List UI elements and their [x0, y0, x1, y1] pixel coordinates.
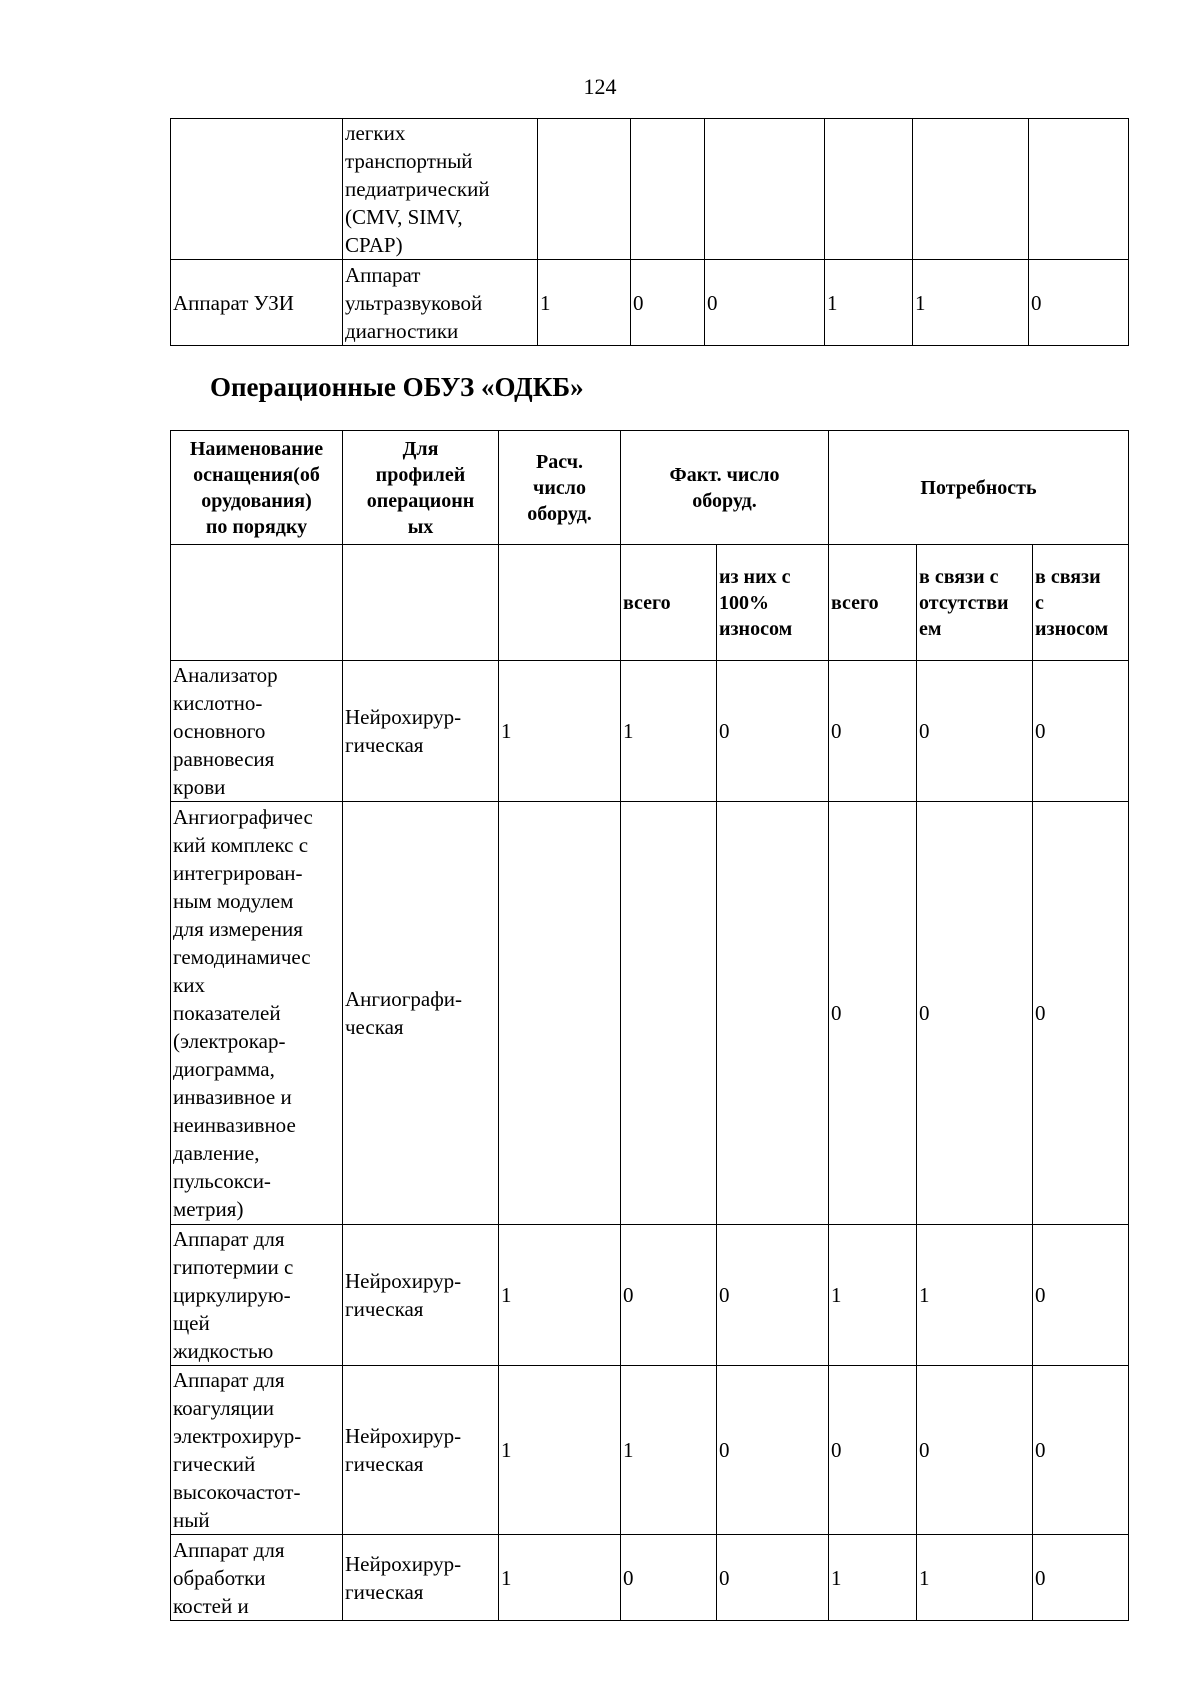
- table-row: [171, 1225, 1129, 1366]
- subheader-empty: [499, 545, 621, 661]
- profile-cell: Нейрохирур- гическая: [343, 1366, 499, 1535]
- header-equipment-name: Наименование оснащения(об орудования) по порядку: [171, 431, 343, 545]
- equipment-name-cell: Ангиографичес кий комплекс с интегрирован- ным модулем для измерения гемодинамичес ких показателей (электрокар- диограмма, инвазивное и неинвазивное давление, пульсокси- метрия): [171, 802, 343, 1225]
- calc-count-cell: 1: [538, 260, 631, 346]
- need-absent-cell: 0: [917, 802, 1033, 1225]
- need-total-cell: 1: [829, 1535, 917, 1621]
- subheader-empty: [171, 545, 343, 661]
- table-row: [171, 119, 1129, 260]
- fact-total-cell: 0: [621, 1535, 717, 1621]
- subheader-fact-worn: из них с 100% износом: [717, 545, 829, 661]
- need-worn-cell: 0: [1029, 260, 1129, 346]
- need-absent-cell: 0: [917, 661, 1033, 802]
- header-fact-count: Факт. число оборуд.: [621, 431, 829, 545]
- equipment-name-cell: Анализатор кислотно- основного равновесия крови: [171, 661, 343, 802]
- need-absent-cell: 1: [913, 260, 1029, 346]
- profile-cell: Нейрохирур- гическая: [343, 1535, 499, 1621]
- subheader-fact-total: всего: [621, 545, 717, 661]
- calc-count-cell: 1: [499, 1535, 621, 1621]
- need-absent-cell: [913, 119, 1029, 260]
- fact-worn-cell: [717, 802, 829, 1225]
- calc-count-cell: 1: [499, 661, 621, 802]
- fact-worn-cell: 0: [717, 661, 829, 802]
- header-row: [171, 431, 1129, 545]
- need-total-cell: 1: [825, 260, 913, 346]
- fact-total-cell: [621, 802, 717, 1225]
- page-number: 124: [583, 74, 617, 99]
- subheader-row: [171, 545, 1129, 661]
- table-row: [171, 661, 1129, 802]
- fact-total-cell: 1: [621, 661, 717, 802]
- table-row: [171, 1366, 1129, 1535]
- need-absent-cell: 0: [917, 1366, 1033, 1535]
- need-worn-cell: 0: [1033, 1366, 1129, 1535]
- equipment-name-cell: легких транспортный педиатрический (CMV, SIMV, CPAP): [343, 119, 538, 260]
- profile-cell: Ангиографи- ческая: [343, 802, 499, 1225]
- equipment-name-cell: Аппарат для коагуляции электрохирур- гический высокочастот- ный: [171, 1366, 343, 1535]
- fact-total-cell: 0: [631, 260, 705, 346]
- fact-worn-cell: 0: [717, 1535, 829, 1621]
- header-calc-count: Расч. число оборуд.: [499, 431, 621, 545]
- fact-total-cell: [631, 119, 705, 260]
- need-total-cell: 0: [829, 1366, 917, 1535]
- equipment-name-cell: Аппарат для гипотермии с циркулирую- щей жидкостью: [171, 1225, 343, 1366]
- equipment-name-cell: Аппарат для обработки костей и: [171, 1535, 343, 1621]
- need-worn-cell: 0: [1033, 1225, 1129, 1366]
- need-worn-cell: [1029, 119, 1129, 260]
- table-row: [171, 802, 1129, 1225]
- calc-count-cell: 1: [499, 1225, 621, 1366]
- subheader-empty: [343, 545, 499, 661]
- need-absent-cell: 1: [917, 1225, 1033, 1366]
- header-need: Потребность: [829, 431, 1129, 545]
- calc-count-cell: [538, 119, 631, 260]
- need-total-cell: [825, 119, 913, 260]
- equipment-name-cell: Аппарат ультразвуковой диагностики: [343, 260, 538, 346]
- profile-cell: Нейрохирур- гическая: [343, 1225, 499, 1366]
- equipment-type-cell: Аппарат УЗИ: [171, 260, 343, 346]
- subheader-need-absent: в связи с отсутстви ем: [917, 545, 1033, 661]
- profile-cell: Нейрохирур- гическая: [343, 661, 499, 802]
- header-profile: Для профилей операционн ых: [343, 431, 499, 545]
- need-worn-cell: 0: [1033, 661, 1129, 802]
- subheader-need-worn: в связи с износом: [1033, 545, 1129, 661]
- need-worn-cell: 0: [1033, 1535, 1129, 1621]
- need-total-cell: 0: [829, 661, 917, 802]
- fact-total-cell: 1: [621, 1366, 717, 1535]
- need-absent-cell: 1: [917, 1535, 1033, 1621]
- fact-worn-cell: 0: [717, 1225, 829, 1366]
- fact-total-cell: 0: [621, 1225, 717, 1366]
- fact-worn-cell: [705, 119, 825, 260]
- continued-equipment-table: [170, 118, 1129, 346]
- need-total-cell: 1: [829, 1225, 917, 1366]
- table-row: [171, 1535, 1129, 1621]
- calc-count-cell: [499, 802, 621, 1225]
- fact-worn-cell: 0: [717, 1366, 829, 1535]
- subheader-need-total: всего: [829, 545, 917, 661]
- need-worn-cell: 0: [1033, 802, 1129, 1225]
- need-total-cell: 0: [829, 802, 917, 1225]
- section-title: Операционные ОБУЗ «ОДКБ»: [210, 372, 584, 402]
- fact-worn-cell: 0: [705, 260, 825, 346]
- calc-count-cell: 1: [499, 1366, 621, 1535]
- equipment-type-cell: [171, 119, 343, 260]
- table-row: [171, 260, 1129, 346]
- operating-rooms-equipment-table: [170, 430, 1129, 1621]
